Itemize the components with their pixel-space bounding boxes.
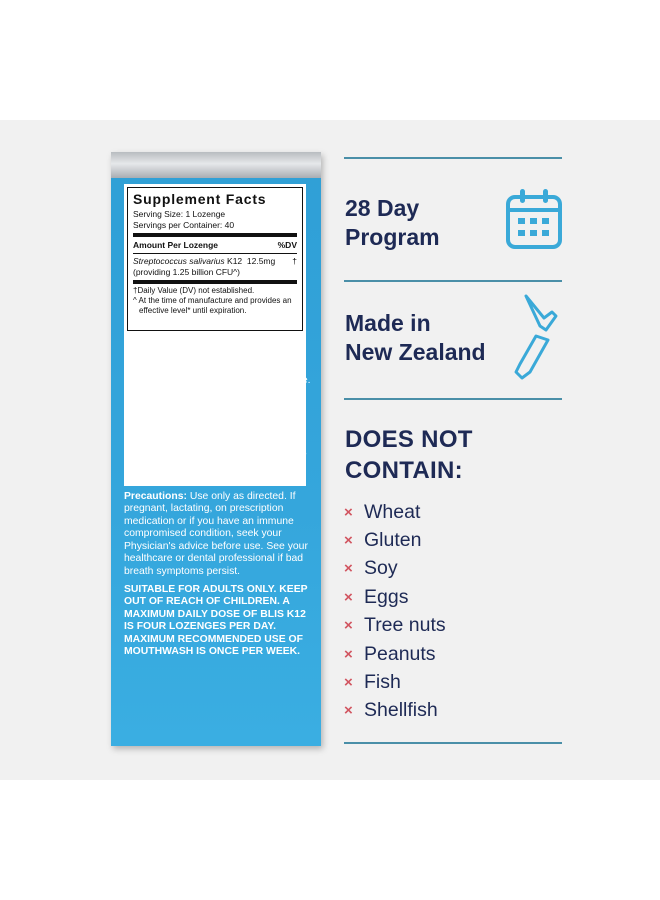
allergen-label: Wheat xyxy=(364,500,421,523)
facts-divider-thin xyxy=(133,253,297,254)
allergen-label: Tree nuts xyxy=(364,614,446,637)
program-line-1: 28 Day xyxy=(345,195,420,221)
allergen-label: Eggs xyxy=(364,585,409,608)
allergen-label: Soy xyxy=(364,557,398,580)
precautions-text: Use only as directed. If pregnant, lactating, on prescription medication or if you have an immune compromised condition, seek your Physician's advice before use. See your healthcare or dental professional if bad breath symptoms persist. xyxy=(124,491,308,577)
program-line-2: Program xyxy=(345,224,440,250)
ingredient-name: Streptococcus salivarius xyxy=(133,256,225,266)
supplement-facts-title: Supplement Facts xyxy=(133,191,267,207)
list-item xyxy=(344,612,446,640)
x-icon: × xyxy=(344,560,353,578)
serving-size: Serving Size: 1 Lozenge xyxy=(133,209,226,219)
supplement-facts-table xyxy=(127,187,303,331)
list-item xyxy=(344,697,446,725)
mouthwash-title: Mouthwash 0.54 fl.oz./50ml xyxy=(124,436,258,448)
servings-per-container: Servings per Container: 40 xyxy=(133,220,235,230)
origin-line-1: Made in xyxy=(345,310,431,336)
origin-heading xyxy=(345,309,486,367)
x-icon: × xyxy=(344,617,353,635)
program-heading xyxy=(345,194,440,252)
facts-divider-thick xyxy=(133,233,297,237)
x-icon: × xyxy=(344,702,353,720)
x-icon: × xyxy=(344,674,353,692)
list-item xyxy=(344,526,446,554)
divider-bottom xyxy=(344,742,562,744)
x-icon: × xyxy=(344,503,353,521)
allergen-note-text: May contain trace amounts of milk protein from the fermentation process. xyxy=(124,393,295,430)
allergen-note xyxy=(124,393,314,430)
origin-line-2: New Zealand xyxy=(345,339,486,365)
divider-top xyxy=(344,157,562,159)
other-ingredients xyxy=(124,350,314,387)
allergen-label: Peanuts xyxy=(364,642,436,665)
warning-text: SUITABLE FOR ADULTS ONLY. KEEP OUT OF REACH OF CHILDREN. A MAXIMUM DAILY DOSE OF BLIS K12 IS FOUR LOZENGES PER DAY. MAXIMUM RECOMMENDED USE OF MOUTHWASH IS ONCE PER WEEK. xyxy=(124,583,308,657)
facts-header-row xyxy=(133,239,297,251)
list-item xyxy=(344,583,446,611)
excluded-allergens-list xyxy=(344,498,446,725)
divider-3 xyxy=(344,398,562,400)
x-icon: × xyxy=(344,645,353,663)
new-zealand-map-icon xyxy=(508,292,560,382)
calendar-icon xyxy=(505,186,563,250)
list-item xyxy=(344,640,446,668)
box-silver-cap xyxy=(111,152,321,178)
precautions xyxy=(124,491,314,578)
footnote-manufacture-1: ^ At the time of manufacture and provides an xyxy=(133,296,292,305)
allergen-label: Gluten xyxy=(364,529,422,552)
x-icon: × xyxy=(344,532,353,550)
allergen-label: Shellfish xyxy=(364,699,438,722)
ingredient-amount: 12.5mg xyxy=(246,256,276,266)
box-info-text xyxy=(124,350,314,664)
ingredient-name-group xyxy=(133,256,275,267)
ingredient-detail: (providing 1.25 billion CFU^) xyxy=(133,267,240,277)
footnote-manufacture-2: effective level* until expiration. xyxy=(139,306,247,315)
list-item xyxy=(344,498,446,526)
facts-divider-thick-2 xyxy=(133,280,297,284)
product-box xyxy=(111,152,321,746)
divider-2 xyxy=(344,280,562,282)
list-item xyxy=(344,668,446,696)
does-not-contain-heading xyxy=(345,424,473,486)
precautions-label: Precautions: xyxy=(124,491,187,503)
does-not-contain-line-1: DOES NOT xyxy=(345,426,473,453)
amount-per-lozenge-label: Amount Per Lozenge xyxy=(133,240,219,250)
ingredient-dv: † xyxy=(292,256,297,266)
allergen-label: Fish xyxy=(364,671,401,694)
does-not-contain-line-2: CONTAIN: xyxy=(345,457,463,484)
ingredient-strain: K12 xyxy=(227,256,243,266)
other-ingredients-text: Isomalt, Microcrystalline Cellulose, Magnesium Stearate, Natural Flavor, Silicon Dioxide. xyxy=(124,350,311,386)
list-item xyxy=(344,555,446,583)
mouthwash-ingredients: Ingredients: Deionised Water, Glycerine BP, Peppermint Flavor, Methylparaben, Cetylpyridinium Chloride. xyxy=(124,448,307,485)
other-ingredients-label: Other Ingredients: xyxy=(124,350,215,361)
mouthwash-info xyxy=(124,436,314,486)
x-icon: × xyxy=(344,588,353,606)
ingredient-row xyxy=(133,256,297,267)
dv-label: %DV xyxy=(277,240,297,250)
footnote-dv: †Daily Value (DV) not established. xyxy=(133,286,255,295)
